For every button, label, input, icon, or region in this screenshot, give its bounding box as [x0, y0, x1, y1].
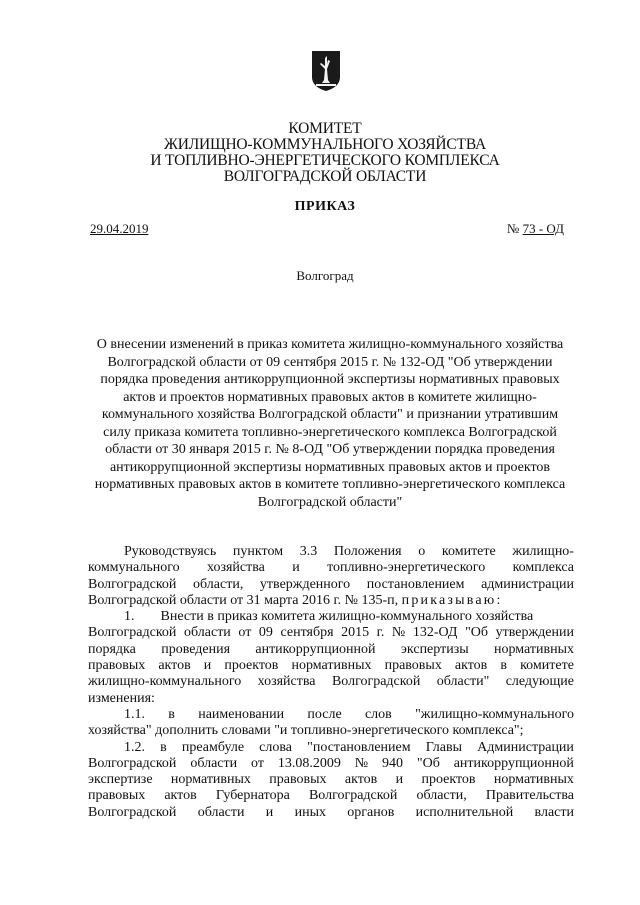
body-word: проведения: [161, 641, 231, 657]
body-line: [88, 544, 574, 560]
committee-name: [80, 121, 570, 185]
body-word: Администрации: [477, 739, 574, 755]
body-word: проектов: [421, 772, 476, 788]
body-line: [88, 805, 574, 821]
body-word: нормативных: [493, 641, 574, 657]
body-word: от: [238, 625, 252, 641]
order-number-value: 73 - ОД: [522, 221, 564, 236]
committee-line: КОМИТЕТ: [288, 120, 362, 137]
body-word: комплекса: [512, 560, 574, 576]
subject-line: Волгоградской области": [257, 494, 403, 510]
body-word: 3.3: [299, 544, 318, 559]
body-word: актов: [164, 788, 197, 804]
body-word: нормативных: [170, 772, 251, 788]
subject-line: силу приказа комитета топливно-энергетического комплекса Волгоградской: [103, 424, 557, 440]
body-word: "Об: [465, 625, 489, 641]
body-word: комитете: [441, 544, 496, 559]
body-word: Руководствуясь: [124, 544, 217, 559]
body-word: Волгоградской: [331, 674, 421, 690]
body-word: области": [436, 674, 490, 690]
body-line: [88, 756, 574, 772]
body-line: [88, 625, 574, 641]
body-word: актов: [158, 658, 191, 674]
subject-line: порядка проведения антикоррупционной экспертизы нормативных правовых: [100, 372, 560, 387]
body-word: коммунального: [88, 560, 180, 576]
body-word: Губернатора: [215, 788, 290, 804]
body-word: Волгоградской: [88, 755, 177, 771]
body-word: жилищно-коммунального: [88, 674, 242, 690]
body-word: №: [354, 755, 369, 771]
coat-of-arms-emblem: [311, 50, 341, 92]
order-number-prefix: №: [506, 221, 523, 236]
body-word: в: [168, 706, 175, 722]
body-line: [88, 707, 574, 723]
body-text-run: Внести в приказ комитета жилищно-коммунального хозяйства: [160, 609, 534, 625]
body-word: актов: [344, 772, 378, 788]
body-line: [88, 772, 574, 788]
body-word: "Об: [416, 755, 440, 771]
body-line: [88, 577, 574, 593]
body-word: 09: [258, 625, 273, 641]
body-word: области,: [416, 788, 467, 804]
body-word: "жилищно-коммунального: [415, 706, 574, 722]
body-word: правовых: [88, 658, 146, 674]
body-word: в: [500, 658, 507, 674]
body-word: и: [292, 560, 300, 576]
body-word: и: [395, 772, 404, 788]
body-word: администрации: [481, 576, 574, 592]
body-word: №: [391, 625, 406, 641]
committee-line: И ТОПЛИВНО-ЭНЕРГЕТИЧЕСКОГО КОМПЛЕКСА: [150, 152, 500, 169]
body-word: в: [160, 739, 167, 755]
body-word: 940: [381, 755, 403, 771]
body-word: области: [190, 755, 238, 771]
body-word: антикоррупционной: [255, 641, 376, 657]
body-word: слова: [259, 739, 293, 755]
body-word: жилищно-: [512, 544, 574, 559]
body-word: 1.2.: [124, 739, 145, 755]
body-word: наименовании: [198, 706, 285, 722]
subject-line: коммунального хозяйства Волгоградской области" и признании утратившим: [101, 407, 559, 422]
subject-line: актов и проектов нормативных правовых актов в комитете жилищно-: [123, 389, 537, 405]
subject-line: О внесении изменений в приказ комитета жилищно-коммунального хозяйства: [96, 337, 564, 352]
item-number: 1.: [124, 609, 135, 625]
body-word: от: [251, 755, 264, 771]
body-line: [88, 658, 574, 674]
body-word: правовых: [384, 658, 442, 674]
body-line: [88, 593, 574, 609]
body-word: и: [203, 658, 212, 674]
body-word: нормативных: [291, 658, 372, 674]
subject-line: области от 30 января 2015 г. № 8-ОД "Об утверждении порядка проведения: [105, 442, 555, 457]
committee-line: ВОЛГОГРАДСКОЙ ОБЛАСТИ: [223, 168, 427, 185]
body-word: утверждении: [495, 625, 574, 641]
body-word: Положения: [333, 544, 402, 559]
body-word: следующие: [505, 674, 574, 690]
body-line: изменения:: [88, 690, 155, 706]
document-type-title: ПРИКАЗ: [294, 199, 356, 214]
body-line: хозяйства" дополнить словами "и топливно-энергетического комплекса";: [88, 723, 524, 739]
body-line: [88, 740, 574, 756]
body-word: преамбуле: [181, 739, 245, 755]
body-word: после: [307, 706, 342, 722]
body-word: актов: [454, 658, 488, 674]
body-line: [88, 560, 574, 576]
body-word: и: [265, 804, 274, 820]
body-word: хозяйства: [207, 560, 265, 576]
body-word: топливно-энергетического: [327, 560, 486, 576]
body-word: экспертизе: [88, 772, 153, 788]
body-word: области: [197, 804, 245, 820]
city-name: Волгоград: [296, 268, 354, 283]
order-body: [88, 544, 574, 821]
order-word-spaced: приказываю:: [401, 592, 503, 608]
body-word: Главы: [425, 739, 463, 755]
body-word: г.: [376, 625, 385, 641]
body-word: правовых: [88, 788, 146, 804]
body-word: постановлением: [366, 576, 465, 592]
order-subject: [82, 336, 578, 511]
body-word: 2015: [341, 625, 370, 641]
body-word: исполнительной: [415, 804, 514, 820]
body-word: 1.1.: [124, 706, 145, 722]
body-word: проектов: [224, 658, 279, 674]
body-line: [88, 788, 574, 804]
body-word: Правительства: [485, 788, 574, 804]
body-word: области: [184, 625, 231, 641]
body-word: антикоррупционной: [453, 755, 574, 771]
body-word: экспертизы: [400, 641, 469, 657]
subject-line: Волгоградской области от 09 сентября 2015 г. № 132-ОД "Об утверждении: [107, 354, 553, 370]
subject-line: антикоррупционной экспертизы нормативных правовых актов и проектов: [109, 459, 551, 475]
body-word: "постановлением: [307, 739, 411, 755]
body-word: о: [418, 544, 426, 559]
body-line: [88, 609, 574, 625]
order-date: 29.04.2019: [90, 221, 149, 236]
subject-line: нормативных правовых актов в комитете топливно-энергетического комплекса: [94, 477, 566, 492]
body-word: утвержденного: [259, 576, 351, 592]
body-word: нормативных: [493, 772, 574, 788]
body-word: правовых: [269, 772, 327, 788]
body-word: сентября: [280, 625, 334, 641]
body-word: Волгоградской: [308, 788, 398, 804]
body-word: 13.08.2009: [277, 755, 341, 771]
body-word: слов: [364, 706, 392, 722]
body-word: порядка: [88, 641, 136, 657]
body-word: хозяйства: [257, 674, 316, 690]
body-line: [88, 642, 574, 658]
body-line: [88, 674, 574, 690]
body-word: органов: [347, 804, 395, 820]
body-word: Волгоградской: [88, 576, 177, 592]
body-word: области,: [193, 576, 244, 592]
committee-line: ЖИЛИЩНО-КОММУНАЛЬНОГО ХОЗЯЙСТВА: [164, 136, 486, 153]
body-word: иных: [294, 804, 326, 820]
body-word: комитете: [520, 658, 574, 674]
body-word: Волгоградской: [88, 804, 177, 820]
body-word: власти: [534, 804, 574, 820]
body-word: Волгоградской: [88, 625, 177, 641]
body-word: 132-ОД: [412, 625, 458, 641]
body-word: пунктом: [232, 544, 284, 559]
body-text-run: Волгоградской области от 31 марта 2016 г. № 135-п,: [88, 592, 402, 608]
order-number: [507, 221, 564, 237]
